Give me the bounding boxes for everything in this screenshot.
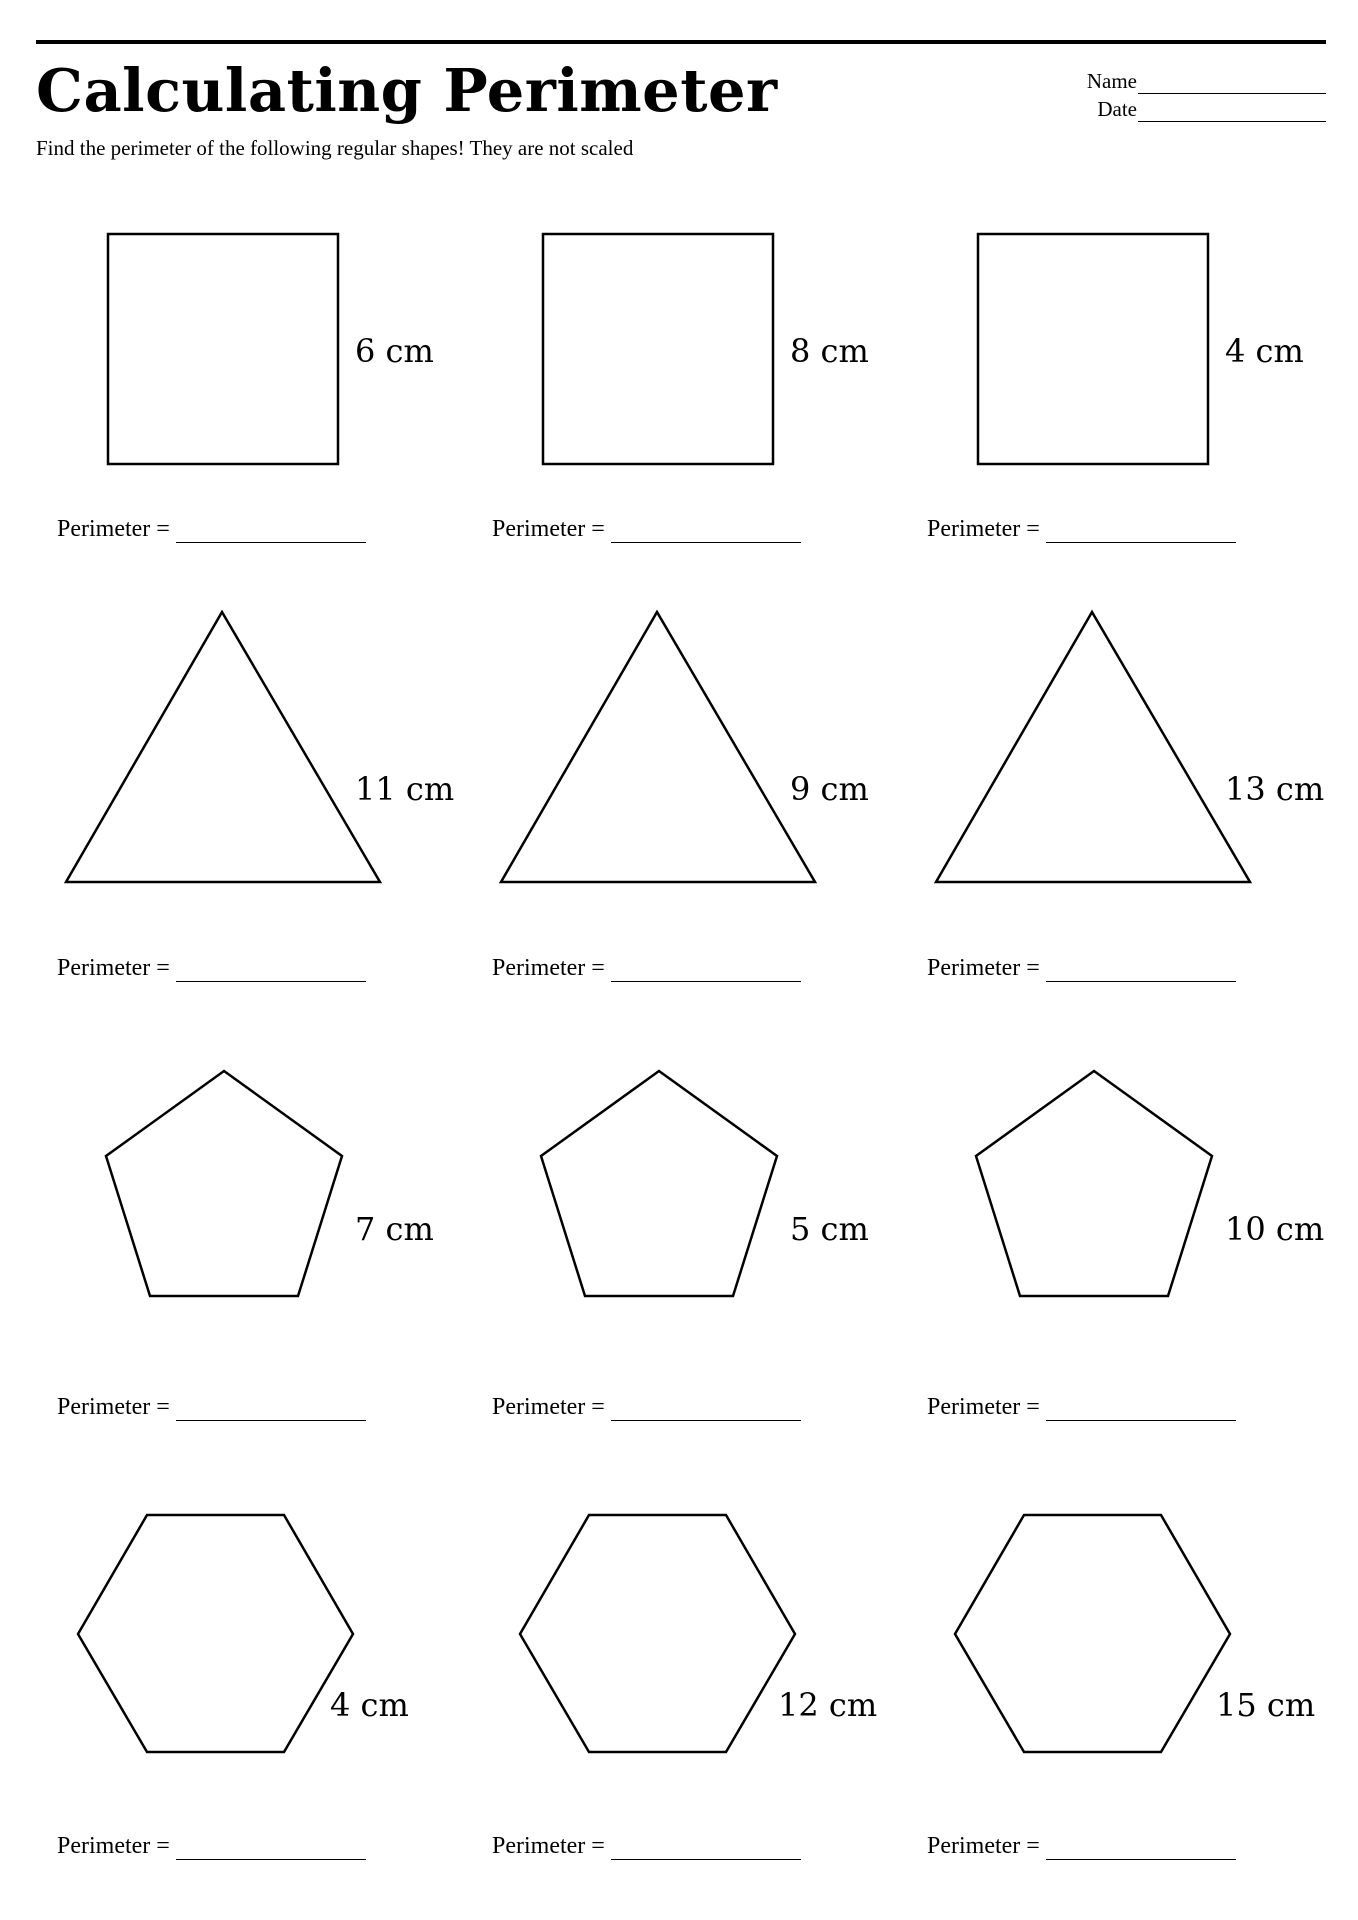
perimeter-label: Perimeter = (492, 955, 605, 981)
perimeter-answer[interactable] (492, 955, 801, 982)
perimeter-label: Perimeter = (927, 1833, 1040, 1859)
perimeter-answer[interactable] (57, 955, 366, 982)
pentagon-shape (541, 1071, 777, 1296)
instructions: Find the perimeter of the following regular shapes! They are not scaled (36, 136, 634, 160)
hexagon-shape (78, 1515, 353, 1752)
answer-blank[interactable] (611, 520, 801, 543)
perimeter-answer[interactable] (492, 1833, 801, 1860)
side-length-label: 4 cm (330, 1686, 409, 1724)
side-length-label: 13 cm (1225, 770, 1325, 808)
pentagon-shape (106, 1071, 342, 1296)
perimeter-label: Perimeter = (57, 516, 170, 542)
perimeter-label: Perimeter = (57, 1394, 170, 1420)
perimeter-label: Perimeter = (57, 1833, 170, 1859)
triangle-shape (66, 612, 380, 882)
square-shape (978, 234, 1208, 464)
perimeter-answer[interactable] (492, 1394, 801, 1421)
perimeter-label: Perimeter = (927, 516, 1040, 542)
perimeter-answer[interactable] (927, 1833, 1236, 1860)
side-length-label: 10 cm (1225, 1210, 1325, 1248)
answer-blank[interactable] (176, 1398, 366, 1421)
answer-blank[interactable] (1046, 1398, 1236, 1421)
pentagon-shape (976, 1071, 1212, 1296)
side-length-label: 6 cm (355, 332, 434, 370)
answer-blank[interactable] (1046, 520, 1236, 543)
side-length-label: 4 cm (1225, 332, 1304, 370)
page-title: Calculating Perimeter (36, 56, 778, 125)
triangle-shape (936, 612, 1250, 882)
side-length-label: 7 cm (355, 1210, 434, 1248)
side-length-label: 9 cm (790, 770, 869, 808)
perimeter-label: Perimeter = (57, 955, 170, 981)
perimeter-answer[interactable] (492, 516, 801, 543)
answer-blank[interactable] (611, 959, 801, 982)
answer-blank[interactable] (611, 1398, 801, 1421)
answer-blank[interactable] (611, 1837, 801, 1860)
perimeter-label: Perimeter = (927, 1394, 1040, 1420)
answer-blank[interactable] (1046, 959, 1236, 982)
answer-blank[interactable] (1046, 1837, 1236, 1860)
date-label: Date (1097, 97, 1137, 121)
perimeter-label: Perimeter = (492, 1394, 605, 1420)
perimeter-answer[interactable] (927, 516, 1236, 543)
perimeter-label: Perimeter = (927, 955, 1040, 981)
square-shape (543, 234, 773, 464)
perimeter-label: Perimeter = (492, 1833, 605, 1859)
perimeter-label: Perimeter = (492, 516, 605, 542)
side-length-label: 8 cm (790, 332, 869, 370)
side-length-label: 5 cm (790, 1210, 869, 1248)
hexagon-shape (520, 1515, 795, 1752)
perimeter-answer[interactable] (927, 1394, 1236, 1421)
perimeter-answer[interactable] (57, 516, 366, 543)
side-length-label: 12 cm (778, 1686, 878, 1724)
name-label: Name (1086, 69, 1137, 93)
square-shape (108, 234, 338, 464)
hexagon-shape (955, 1515, 1230, 1752)
perimeter-answer[interactable] (927, 955, 1236, 982)
answer-blank[interactable] (176, 520, 366, 543)
side-length-label: 11 cm (355, 770, 455, 808)
triangle-shape (501, 612, 815, 882)
perimeter-answer[interactable] (57, 1394, 366, 1421)
answer-blank[interactable] (176, 1837, 366, 1860)
perimeter-answer[interactable] (57, 1833, 366, 1860)
side-length-label: 15 cm (1216, 1686, 1316, 1724)
answer-blank[interactable] (176, 959, 366, 982)
